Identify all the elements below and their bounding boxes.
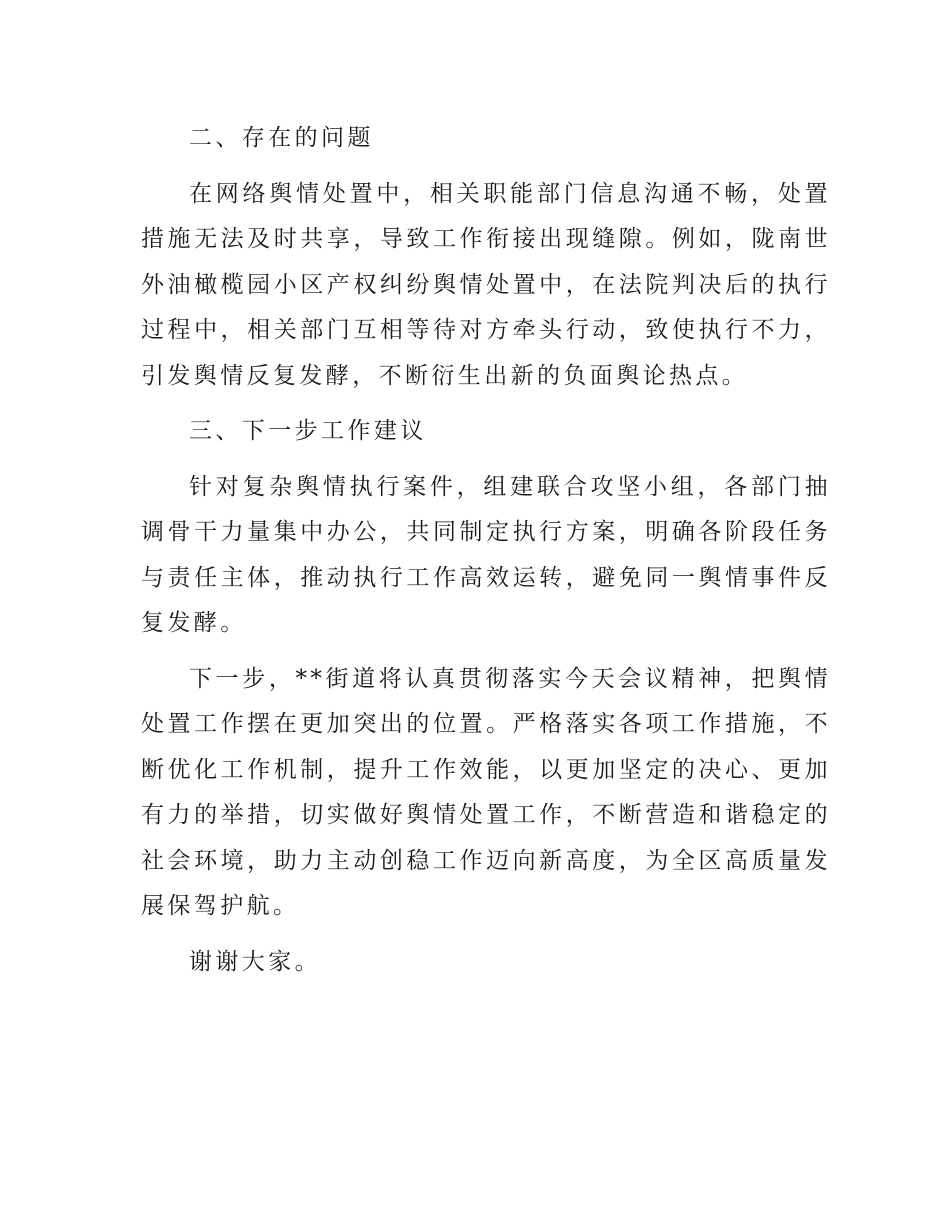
paragraph-suggestions: 针对复杂舆情执行案件，组建联合攻坚小组，各部门抽调骨干力量集中办公，共同制定执行方案，明确各阶段任务与责任主体，推动执行工作高效运转，避免同一舆情事件反复发酵。 [141, 473, 831, 636]
section-heading-suggestions: 三、下一步工作建议 [189, 418, 427, 444]
section-heading-problems: 二、存在的问题 [189, 125, 374, 151]
document-body [141, 116, 831, 985]
closing-remark: 谢谢大家。 [189, 948, 321, 975]
paragraph-next-steps: 下一步，**街道将认真贯彻落实今天会议精神，把舆情处置工作摆在更加突出的位置。严格落实各项工作措施，不断优化工作机制，提升工作效能，以更加坚定的决心、更加有力的举措，切实做好舆情处置工作，不断营造和谐稳定的社会环境，助力主动创稳工作迈向新高度，为全区高质量发展保驾护航。 [141, 665, 831, 919]
paragraph-problems: 在网络舆情处置中，相关职能部门信息沟通不畅，处置措施无法及时共享，导致工作衔接出现缝隙。例如，陇南世外油橄榄园小区产权纠纷舆情处置中，在法院判决后的执行过程中，相关部门互相等待对方牵头行动，致使执行不力，引发舆情反复发酵，不断衍生出新的负面舆论热点。 [141, 180, 831, 389]
